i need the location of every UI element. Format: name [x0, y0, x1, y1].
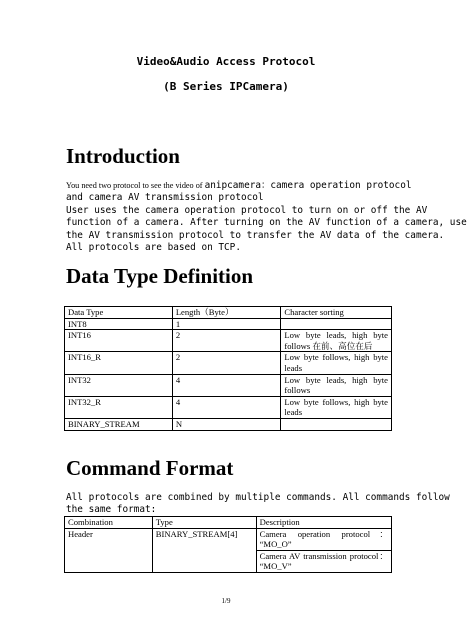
table-cell: INT32_R	[65, 396, 173, 418]
document-title: Video&Audio Access Protocol	[136, 55, 316, 68]
column-header: Description	[256, 517, 391, 529]
intro-line-1-code: anipcamera：camera operation protocol	[204, 180, 412, 191]
table-cell: Low byte leads, high byte follows	[281, 374, 392, 396]
table-cell: INT16	[65, 330, 173, 352]
table-header-row	[65, 307, 392, 319]
table-cell: Camera operation protocol： “MO_O”	[256, 528, 391, 550]
table-cell: Low byte leads, high byte follows 在前、高位在后	[281, 330, 392, 352]
table-cell: INT32	[65, 374, 173, 396]
table-cell: BINARY_STREAM[4]	[152, 528, 256, 572]
table-cell: 1	[172, 318, 281, 330]
intro-line-5: the AV transmission protocol to transfer the AV data of the camera.	[66, 229, 445, 241]
table-row	[65, 374, 392, 396]
table-cell: Camera AV transmission protocol： “MO_V”	[256, 550, 391, 572]
table-row	[65, 352, 392, 374]
table-cell: INT8	[65, 318, 173, 330]
heading-data-type-definition: Data Type Definition	[66, 264, 254, 288]
column-header: Type	[152, 517, 256, 529]
table-cell: Low byte follows, high byte leads	[281, 352, 392, 374]
table-row	[65, 418, 392, 430]
command-paragraph	[66, 492, 450, 517]
table-cell: N	[172, 418, 281, 430]
table-cell: 2	[172, 330, 281, 352]
table-cell	[281, 318, 392, 330]
page-number: 1/9	[221, 597, 231, 605]
command-line-2: the same format:	[66, 504, 157, 516]
table-cell: 4	[172, 396, 281, 418]
table-header-row	[65, 517, 392, 529]
intro-line-1-text: You need two protocol to see the video of	[66, 181, 205, 190]
command-format-table	[64, 516, 392, 573]
intro-paragraph	[66, 180, 467, 254]
table-cell: INT16_R	[65, 352, 173, 374]
data-type-table	[64, 306, 392, 431]
table-cell: BINARY_STREAM	[65, 418, 173, 430]
column-header: Length（Byte）	[172, 307, 281, 319]
heading-introduction: Introduction	[66, 144, 180, 168]
table-cell: Low byte follows, high byte leads	[281, 396, 392, 418]
table-row	[65, 318, 392, 330]
table-cell	[281, 418, 392, 430]
table-cell: 4	[172, 374, 281, 396]
table-cell: 2	[172, 352, 281, 374]
intro-line-6: All protocols are based on TCP.	[66, 242, 241, 254]
table-row	[65, 330, 392, 352]
column-header: Combination	[65, 517, 153, 529]
intro-line-3: User uses the camera operation protocol to turn on or off the AV	[66, 204, 428, 216]
heading-command-format: Command Format	[66, 456, 234, 480]
column-header: Data Type	[65, 307, 173, 319]
column-header: Character sorting	[281, 307, 392, 319]
intro-line-2: and camera AV transmission protocol	[66, 192, 264, 204]
document-subtitle: (B Series IPCamera)	[163, 80, 289, 93]
table-row	[65, 528, 392, 550]
command-line-1: All protocols are combined by multiple commands. All commands follow	[66, 492, 450, 503]
table-cell: Header	[65, 528, 153, 572]
table-row	[65, 396, 392, 418]
intro-line-4: function of a camera. After turning on the AV function of a camera, use	[66, 217, 467, 229]
